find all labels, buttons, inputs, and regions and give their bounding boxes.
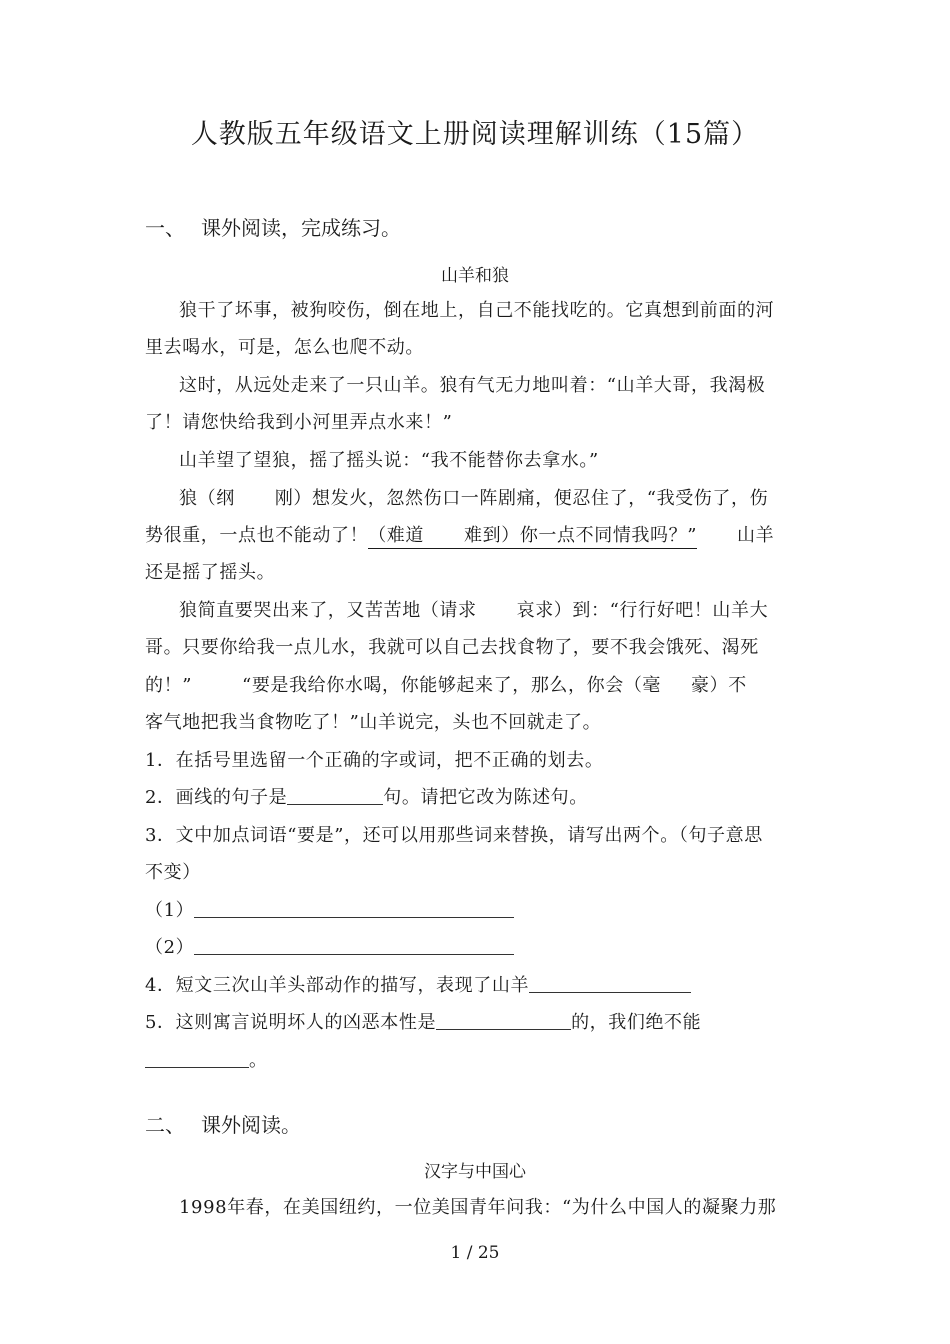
section-2-heading-text: 课外阅读。	[201, 1113, 301, 1137]
answer-2-label: （2）	[145, 937, 195, 958]
answer-1-blank[interactable]	[194, 899, 514, 918]
story-1-title: 山羊和狼	[441, 266, 509, 286]
story-1-para-2-line-2: 了！请您快给我到小河里弄点水来！”	[145, 412, 453, 433]
question-2	[145, 783, 588, 809]
story-1-para-4-line-3: 还是摇了摇头。	[145, 562, 276, 583]
answer-2-blank[interactable]	[194, 936, 514, 955]
story-1-para-3: 山羊望了望狼，摇了摇头说：“我不能替你去拿水。”	[179, 450, 599, 471]
section-1-heading-text: 课外阅读，完成练习。	[201, 216, 401, 240]
story-1-para-4-line-1	[179, 484, 768, 510]
para-5-line-3-part-3: 豪）不	[691, 675, 747, 696]
story-1-para-4-line-2	[145, 521, 774, 547]
question-3-answer-2	[145, 933, 514, 959]
underlined-part-1: （难道	[368, 525, 425, 546]
para-5-part-1: 狼简直要哭出来了，又苦苦地（请求	[179, 600, 477, 621]
page-title: 人教版五年级语文上册阅读理解训练（15篇）	[190, 119, 760, 150]
question-2-blank[interactable]	[287, 786, 383, 805]
question-5-blank-1[interactable]	[436, 1011, 571, 1030]
question-5	[145, 1008, 701, 1034]
story-1-para-5-line-2: 哥。只要你给我一点儿水，我就可以自己去找食物了，要不我会饿死、渴死	[145, 637, 759, 658]
question-2-start: 2．画线的句子是	[145, 787, 288, 808]
question-5-mid: 的，我们绝不能	[571, 1012, 702, 1033]
answer-1-label: （1）	[145, 900, 195, 921]
question-3-answer-1	[145, 896, 514, 922]
para-4-part-2: 刚）想发火，忽然伤口一阵剧痛，便忍住了，“我受伤了，伤	[274, 488, 769, 509]
para-5-part-2: 哀求）到：“行行好吧！山羊大	[516, 600, 769, 621]
underlined-part-2: 难到）你一点不同情我吗？”	[464, 525, 698, 546]
para-4-line-2-end: 山羊	[737, 525, 775, 546]
story-1-para-5-line-4: 客气地把我当食物吃了！”山羊说完，头也不回就走了。	[145, 712, 602, 733]
story-2-title: 汉字与中国心	[424, 1162, 526, 1182]
section-1-number: 一、	[145, 216, 185, 240]
question-4-text: 4．短文三次山羊头部动作的描写，表现了山羊	[145, 975, 530, 996]
question-2-end: 句。请把它改为陈述句。	[383, 787, 588, 808]
question-4	[145, 971, 691, 997]
question-3-line-1: 3．文中加点词语“要是”，还可以用那些词来替换，请写出两个。（句子意思	[145, 825, 763, 846]
question-1: 1．在括号里选留一个正确的字或词，把不正确的划去。	[145, 750, 604, 771]
story-1-para-1-line-2: 里去喝水，可是，怎么也爬不动。	[145, 337, 424, 358]
underlined-sentence	[368, 525, 697, 549]
story-1-para-5-line-3	[145, 671, 747, 697]
story-2-para-1: 1998年春，在美国纽约，一位美国青年问我：“为什么中国人的凝聚力那	[179, 1197, 777, 1218]
section-1-heading	[145, 212, 401, 241]
para-5-line-3-part-2: “要是我给你水喝，你能够起来了，那么，你会（毫	[242, 675, 662, 696]
section-2-number: 二、	[145, 1113, 185, 1137]
para-5-line-3-part-1: 的！”	[145, 675, 193, 696]
question-5-blank-2[interactable]	[145, 1049, 249, 1068]
para-4-line-2-start: 势很重，一点也不能动了！	[145, 525, 369, 546]
question-5-line-2	[145, 1046, 268, 1072]
section-2-heading	[145, 1109, 301, 1138]
question-4-blank[interactable]	[529, 974, 691, 993]
question-5-start: 5．这则寓言说明坏人的凶恶本性是	[145, 1012, 437, 1033]
story-1-para-2-line-1: 这时，从远处走来了一只山羊。狼有气无力地叫着：“山羊大哥，我渴极	[179, 375, 766, 396]
para-4-part-1: 狼（纲	[179, 488, 235, 509]
story-1-para-5-line-1	[179, 596, 768, 622]
question-3-line-2: 不变）	[145, 862, 201, 883]
question-5-end: 。	[249, 1050, 268, 1071]
page-number: 1 / 25	[450, 1243, 500, 1263]
story-1-para-1-line-1: 狼干了坏事，被狗咬伤，倒在地上，自己不能找吃的。它真想到前面的河	[179, 300, 775, 321]
